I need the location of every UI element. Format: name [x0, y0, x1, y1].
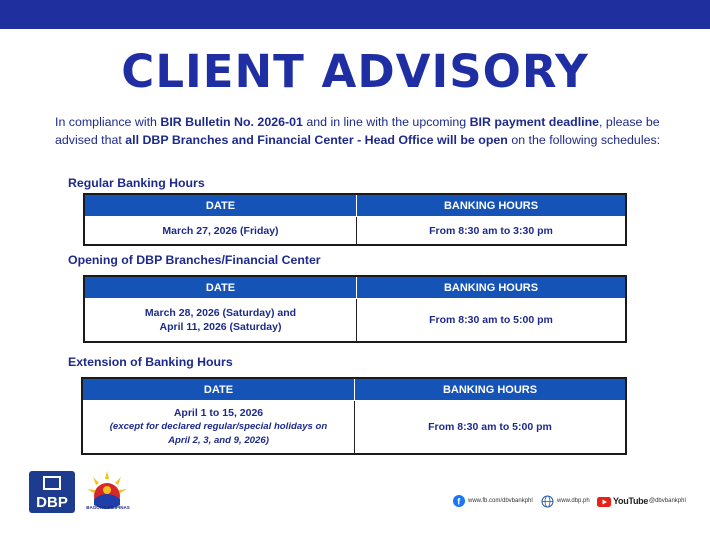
sun-icon: [103, 486, 111, 494]
table-row: [84, 299, 626, 343]
hours-column-header: BANKING HOURS: [355, 378, 627, 401]
table-header-row: [84, 194, 626, 217]
date-line: April 1 to 15, 2026: [173, 407, 264, 419]
intro-text: In compliance with: [55, 115, 161, 129]
page-title: CLIENT ADVISORY: [121, 45, 589, 98]
holiday-note: [83, 434, 354, 448]
intro-bold-bulletin: BIR Bulletin No. 2026-01: [160, 115, 303, 129]
date-cell: March 27, 2026 (Friday): [84, 217, 357, 246]
intro-text: and in line with the upcoming: [302, 115, 470, 129]
date-line: March 28, 2026 (Saturday) and: [144, 307, 297, 319]
regular-hours-table: [83, 193, 627, 246]
intro-paragraph: [55, 114, 665, 149]
globe-icon[interactable]: [541, 495, 554, 508]
facebook-link[interactable]: www.fb.com/dbvbankphl: [468, 498, 533, 504]
hours-column-header: BANKING HOURS: [357, 276, 627, 299]
date-cell: [84, 299, 357, 343]
table-header-row: [82, 378, 626, 401]
section-heading-extension: Extension of Banking Hours: [68, 355, 233, 369]
youtube-label[interactable]: YouTube: [613, 496, 649, 506]
date-column-header: DATE: [84, 194, 357, 217]
extension-table: [81, 377, 627, 455]
intro-text: , please be advised that: [55, 115, 660, 147]
table-row: [82, 401, 626, 455]
holiday-note-line: April 2, 3, and 9, 2026): [168, 435, 269, 446]
top-banner: [0, 0, 710, 29]
table-row: [84, 217, 626, 246]
date-column-header: DATE: [84, 276, 357, 299]
opening-table: [83, 275, 627, 343]
table-header-row: [84, 276, 626, 299]
section-heading-regular: Regular Banking Hours: [68, 176, 205, 190]
dbp-logo: [29, 471, 75, 513]
bagong-pilipinas-caption: BAGONG PILIPINAS: [86, 505, 130, 510]
intro-text: on the following schedules:: [507, 132, 661, 147]
dbp-logo-text: DBP: [36, 494, 68, 511]
dbp-logo-mark: [43, 476, 61, 490]
hours-column-header: BANKING HOURS: [357, 194, 627, 217]
section-heading-opening: Opening of DBP Branches/Financial Center: [68, 253, 321, 267]
date-column-header: DATE: [82, 378, 355, 401]
facebook-icon[interactable]: [453, 495, 465, 507]
holiday-note: [83, 420, 354, 434]
intro-bold-deadline: BIR payment deadline: [469, 115, 600, 129]
holiday-note-line: (except for declared regular/special holidays on: [109, 421, 328, 432]
date-line: April 11, 2026 (Saturday): [159, 321, 282, 333]
svg-text:f: f: [457, 496, 461, 507]
youtube-icon[interactable]: [597, 497, 611, 507]
intro-bold-branches: all DBP Branches and Financial Center - Head Office will be open: [125, 132, 508, 147]
website-link[interactable]: www.dbp.ph: [557, 498, 590, 504]
hours-cell: From 8:30 am to 5:00 pm: [355, 401, 627, 455]
hours-cell: From 8:30 am to 3:30 pm: [357, 217, 627, 246]
youtube-handle[interactable]: @dbvbankphl: [649, 498, 686, 504]
date-cell: [82, 401, 355, 455]
hours-cell: From 8:30 am to 5:00 pm: [357, 299, 627, 343]
